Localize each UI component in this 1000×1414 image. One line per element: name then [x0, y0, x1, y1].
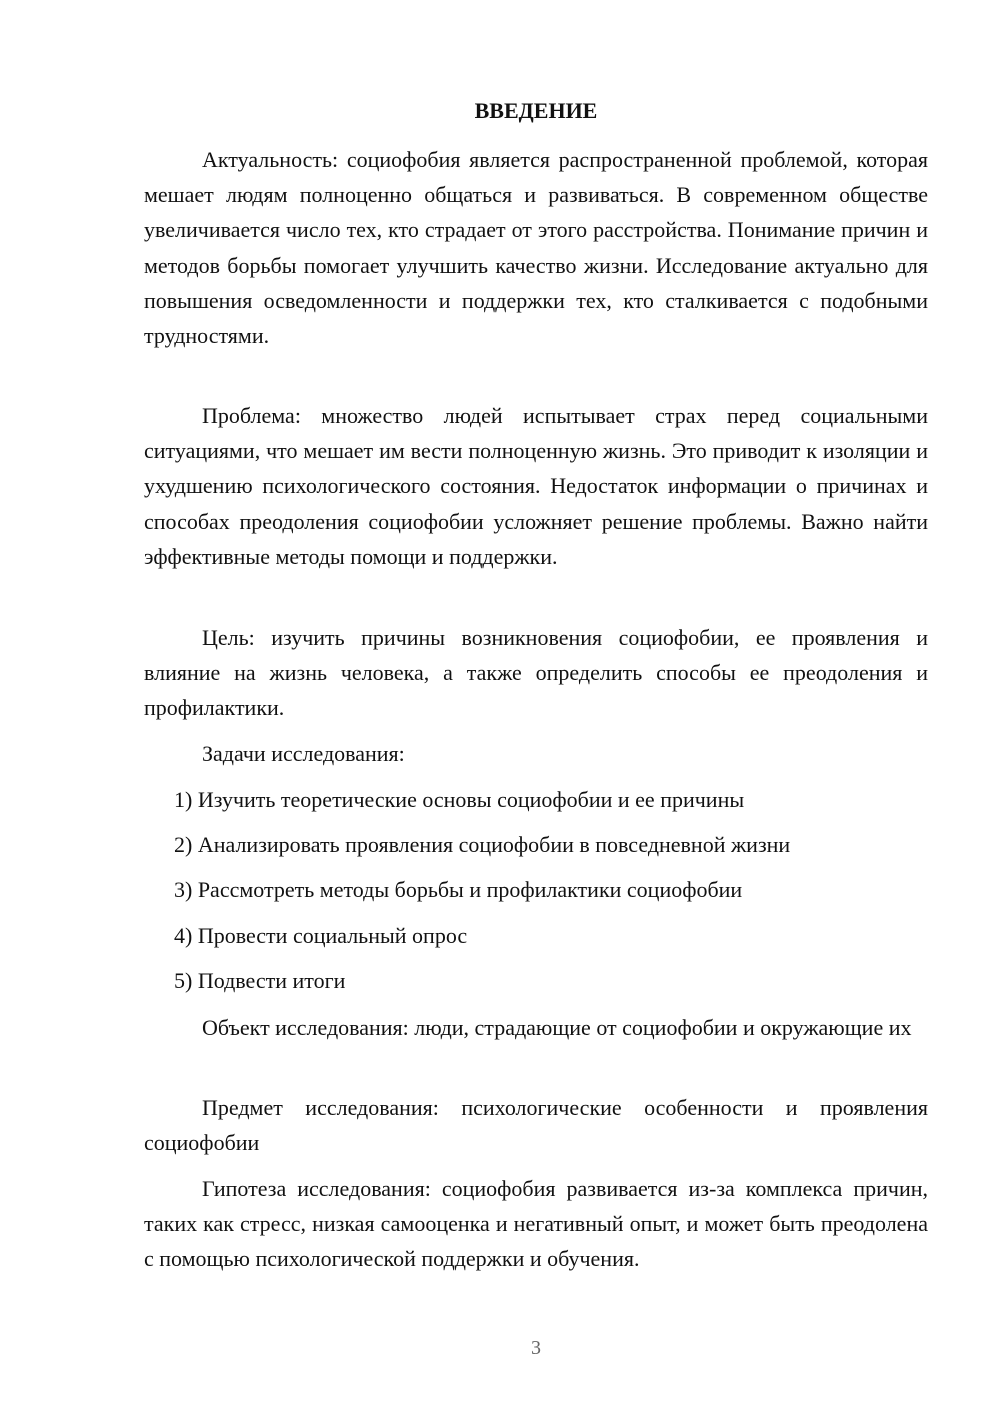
- relevance-section: [144, 142, 928, 353]
- subject-section: [144, 1090, 928, 1160]
- tasks-list: [144, 827, 928, 862]
- tasks-list: [144, 872, 928, 907]
- object-section: [144, 1010, 928, 1045]
- task-item: 3) Рассмотреть методы борьбы и профилактики социофобии: [174, 877, 743, 902]
- relevance-paragraph: Актуальность: социофобия является распространенной проблемой, которая мешает людям полноценно общаться и развиваться. В современном обществе увеличивается число тех, кто страдает от этого расстройства. Понимание причин и методов борьбы помогает улучшить качество жизни. Исследование актуально для повышения осведомленности и поддержки тех, кто сталкивается с подобными трудностями.: [144, 147, 928, 349]
- tasks-heading-section: [144, 736, 928, 771]
- goal-paragraph: Цель: изучить причины возникновения социофобии, ее проявления и влияние на жизнь человека, а также определить способы ее преодоления и профилактики.: [144, 625, 928, 721]
- task-item: 5) Подвести итоги: [174, 968, 346, 993]
- subject-paragraph: Предмет исследования: психологические особенности и проявления социофобии: [144, 1095, 928, 1156]
- problem-paragraph: Проблема: множество людей испытывает страх перед социальными ситуациями, что мешает им вести полноценную жизнь. Это приводит к изоляции и ухудшению психологического состояния. Недостаток информации о причинах и способах преодоления социофобии усложняет решение проблемы. Важно найти эффективные методы помощи и поддержки.: [144, 403, 928, 569]
- tasks-heading: Задачи исследования:: [202, 741, 405, 766]
- task-item: 4) Провести социальный опрос: [174, 923, 468, 948]
- tasks-list: [144, 918, 928, 953]
- hypothesis-section: [144, 1171, 928, 1277]
- problem-section: [144, 398, 928, 574]
- page-number: 3: [531, 1337, 541, 1359]
- tasks-list: [144, 963, 928, 998]
- task-item: 1) Изучить теоретические основы социофобии и ее причины: [174, 787, 745, 812]
- goal-section: [144, 620, 928, 726]
- task-item: 2) Анализировать проявления социофобии в повседневной жизни: [174, 832, 791, 857]
- tasks-list: [144, 782, 928, 817]
- page-title: ВВЕДЕНИЕ: [474, 98, 598, 123]
- hypothesis-paragraph: Гипотеза исследования: социофобия развивается из-за комплекса причин, таких как стресс, низкая самооценка и негативный опыт, и может быть преодолена с помощью психологической поддержки и обучения.: [144, 1176, 928, 1272]
- object-paragraph: Объект исследования: люди, страдающие от социофобии и окружающие их: [202, 1015, 912, 1040]
